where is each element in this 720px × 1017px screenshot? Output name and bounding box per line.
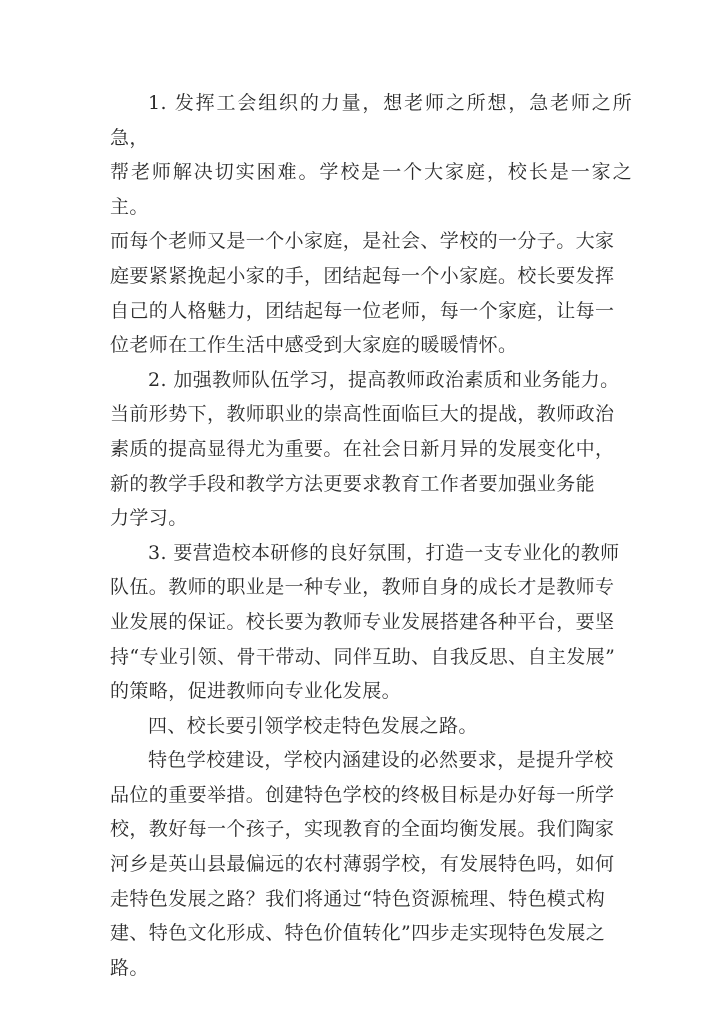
paragraph-item-1: 1. 发挥工会组织的力量，想老师之所想，急老师之所急， 帮老师解决切实困难。学校是一个大家庭，校长是一家之主。 而每个老师又是一个小家庭，是社会、学校的一分子。大家 庭要紧紧挽起小家的手，团结起每一个小家庭。校长要发挥 自己的人格魅力，团结起每一位老师，每一个家庭，让每一 位老师在工作生活中感受到大家庭的暖暖情怀。 <box>110 92 632 357</box>
paragraph-item-3: 3. 要营造校本研修的良好氛围，打造一支专业化的教师 队伍。教师的职业是一种专业，教师自身的成长才是教师专 业发展的保证。校长要为教师专业发展搭建各种平台，要坚 持“专业引领、骨干带动、同伴互助、自我反思、自主发展” 的策略，促进教师向专业化发展。 <box>110 541 620 703</box>
paragraph-body: 特色学校建设，学校内涵建设的必然要求，是提升学校 品位的重要举措。创建特色学校的终极目标是办好每一所学 校，教好每一个孩子，实现教育的全面均衡发展。我们陶家 河乡是英山县最偏远的农村薄弱学校，有发展特色吗，如何 走特色发展之路？我们将通过“特色资源梳理、特色模式构 建、特色文化形成、特色价值转化”四步走实现特色发展之 路。 <box>110 749 615 979</box>
section-heading: 四、校长要引领学校走特色发展之路。 <box>148 714 478 737</box>
paragraph-item-2: 2. 加强教师队伍学习，提高教师政治素质和业务能力。 当前形势下，教师职业的崇高性面临巨大的提战，教师政治 素质的提高显得尤为重要。在社会日新月异的发展变化中， 新的教学手段和教学方法更要求教育工作者要加强业务能 力学习。 <box>110 368 620 530</box>
document-body <box>110 86 632 985</box>
